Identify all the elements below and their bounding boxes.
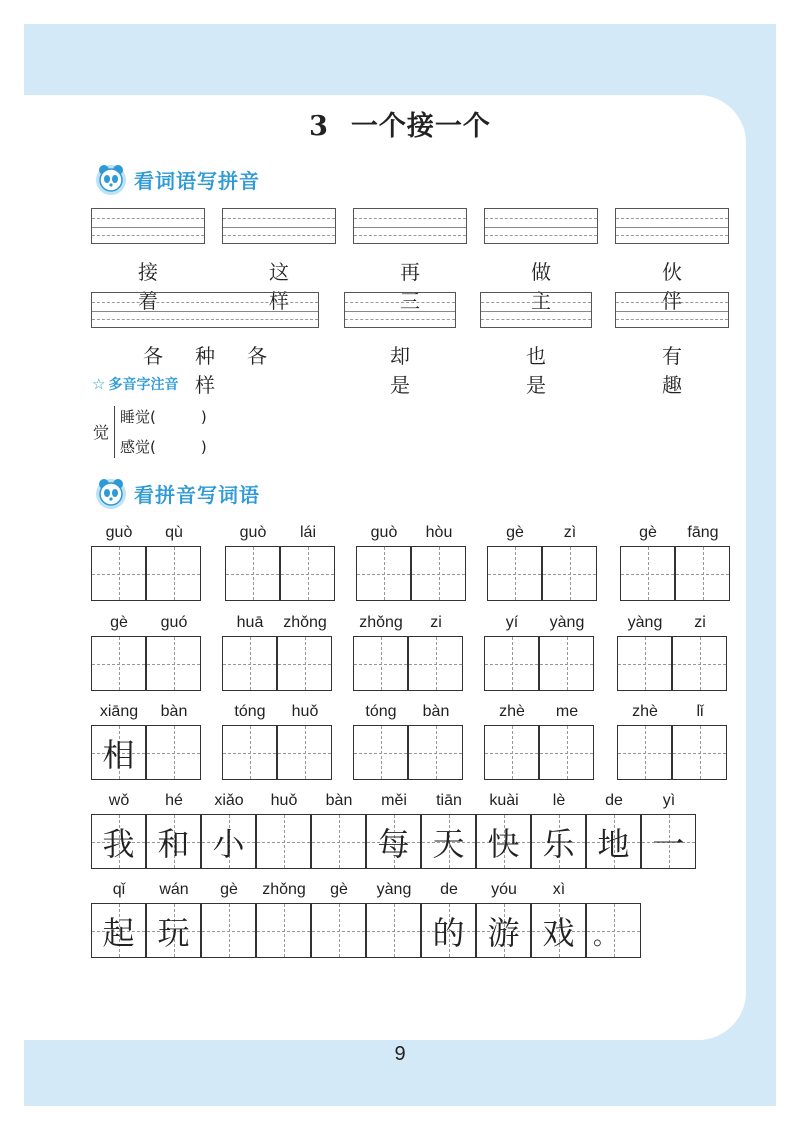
character-box[interactable] <box>408 636 463 691</box>
pinyin-label: wǒ <box>108 792 130 809</box>
polyphone-character: 觉 <box>93 423 110 442</box>
pinyin-writing-line[interactable] <box>615 292 729 328</box>
filled-character <box>257 904 310 957</box>
character-box[interactable] <box>222 725 277 780</box>
page-number: 9 <box>394 1043 406 1065</box>
character-box[interactable] <box>617 725 672 780</box>
filled-character <box>312 904 365 957</box>
filled-character: 天 <box>432 824 465 863</box>
section-heading-label: 看拼音写词语 <box>134 482 260 507</box>
pinyin-label: yí <box>505 614 519 631</box>
character-box[interactable] <box>672 636 727 691</box>
character-box[interactable] <box>620 546 675 601</box>
pinyin-label: tóng <box>365 703 397 720</box>
punctuation-box[interactable] <box>586 903 641 958</box>
filled-character: 快 <box>487 824 520 863</box>
character-box[interactable] <box>91 814 146 869</box>
pinyin-writing-line[interactable] <box>222 208 336 244</box>
pinyin-writing-line[interactable] <box>484 208 598 244</box>
section-heading-write-pinyin <box>92 160 260 198</box>
vocabulary-word: 做主 <box>531 260 579 313</box>
character-box[interactable] <box>256 903 311 958</box>
filled-character: 玩 <box>157 913 190 952</box>
pinyin-label: qǐ <box>112 881 126 898</box>
character-box[interactable] <box>411 546 466 601</box>
filled-character <box>257 815 310 868</box>
character-box[interactable] <box>91 903 146 958</box>
filled-character: 地 <box>597 824 630 863</box>
character-box[interactable] <box>353 636 408 691</box>
character-box[interactable] <box>586 814 641 869</box>
pinyin-label: guò <box>105 524 133 541</box>
end-punctuation: 。 <box>593 922 617 950</box>
character-box[interactable] <box>146 814 201 869</box>
pinyin-label: gè <box>110 614 128 631</box>
polyphone-bracket <box>114 406 115 458</box>
pinyin-label: zhǒng <box>262 881 306 898</box>
vocabulary-word: 有趣 <box>662 344 710 397</box>
pinyin-label: huā <box>236 614 264 631</box>
vocabulary-word: 再三 <box>400 260 448 313</box>
pinyin-label: huǒ <box>270 792 298 809</box>
pinyin-label: zì <box>563 524 577 541</box>
character-box[interactable] <box>421 903 476 958</box>
pinyin-label: bàn <box>160 703 188 720</box>
character-box[interactable] <box>542 546 597 601</box>
pinyin-label: gè <box>506 524 524 541</box>
pinyin-writing-line[interactable] <box>480 292 592 328</box>
pinyin-writing-line[interactable] <box>91 208 205 244</box>
character-box[interactable] <box>421 814 476 869</box>
character-box[interactable] <box>487 546 542 601</box>
filled-character: 戏 <box>542 913 575 952</box>
filled-character: 相 <box>102 735 135 774</box>
pinyin-label: hòu <box>425 524 453 541</box>
character-box[interactable] <box>222 636 277 691</box>
character-box[interactable] <box>366 814 421 869</box>
panda-icon <box>92 474 130 512</box>
pinyin-label: qù <box>165 524 183 541</box>
character-box[interactable] <box>353 725 408 780</box>
pinyin-label: xì <box>552 881 566 898</box>
pinyin-label: gè <box>639 524 657 541</box>
pinyin-label: gè <box>330 881 348 898</box>
pinyin-label: wán <box>159 881 189 898</box>
filled-character <box>202 904 255 957</box>
pinyin-writing-line[interactable] <box>91 292 319 328</box>
pinyin-label: yàng <box>627 614 663 631</box>
character-box[interactable] <box>280 546 335 601</box>
polyphone-item[interactable]: 睡觉( ) <box>120 408 207 426</box>
character-box[interactable] <box>539 636 594 691</box>
pinyin-label: zhè <box>632 703 658 720</box>
pinyin-writing-line[interactable] <box>344 292 456 328</box>
pinyin-label: lái <box>299 524 316 541</box>
pinyin-label: yàng <box>549 614 585 631</box>
pinyin-label: me <box>555 703 579 720</box>
pinyin-label: zi <box>430 614 442 631</box>
panda-icon <box>92 160 130 198</box>
section-heading-label: 看词语写拼音 <box>134 168 260 193</box>
pinyin-label: de <box>440 881 458 898</box>
pinyin-label: xiǎo <box>214 792 244 809</box>
pinyin-label: guò <box>370 524 398 541</box>
vocabulary-word: 这样 <box>269 260 317 313</box>
pinyin-label: xiāng <box>99 703 139 720</box>
character-box[interactable] <box>617 636 672 691</box>
pinyin-label: lǐ <box>696 703 704 720</box>
character-box[interactable] <box>476 814 531 869</box>
character-box[interactable] <box>277 725 332 780</box>
character-box[interactable] <box>225 546 280 601</box>
filled-character: 小 <box>212 824 245 863</box>
pinyin-label: gè <box>220 881 238 898</box>
character-box[interactable] <box>311 903 366 958</box>
character-box[interactable] <box>146 546 201 601</box>
pinyin-label: kuài <box>489 792 519 809</box>
character-box[interactable] <box>256 814 311 869</box>
filled-character: 我 <box>102 824 135 863</box>
character-box[interactable] <box>356 546 411 601</box>
character-box[interactable] <box>672 725 727 780</box>
pinyin-label: tóng <box>234 703 266 720</box>
filled-character: 乐 <box>542 824 575 863</box>
pinyin-label: zhǒng <box>283 614 327 631</box>
pinyin-label: guó <box>160 614 188 631</box>
character-box[interactable] <box>641 814 696 869</box>
lesson-title <box>0 104 800 143</box>
pinyin-label: zi <box>694 614 706 631</box>
character-box[interactable] <box>201 814 256 869</box>
pinyin-label: bàn <box>325 792 353 809</box>
filled-character: 起 <box>102 913 135 952</box>
star-icon: ☆ <box>92 375 106 393</box>
lesson-name: 一个接一个 <box>350 111 491 142</box>
character-box[interactable] <box>484 725 539 780</box>
pinyin-label: yàng <box>376 881 412 898</box>
character-box[interactable] <box>539 725 594 780</box>
pinyin-label: yóu <box>491 881 517 898</box>
filled-character: 一 <box>652 824 685 863</box>
character-box[interactable] <box>277 636 332 691</box>
character-box[interactable] <box>91 725 146 780</box>
pinyin-label: hé <box>165 792 183 809</box>
polyphone-heading <box>92 374 178 394</box>
character-box[interactable] <box>146 903 201 958</box>
pinyin-label: yì <box>662 792 676 809</box>
character-box[interactable] <box>366 903 421 958</box>
pinyin-label: lè <box>552 792 566 809</box>
lesson-number: 3 <box>309 111 329 142</box>
filled-character <box>367 904 420 957</box>
pinyin-writing-line[interactable] <box>615 208 729 244</box>
pinyin-label: bàn <box>422 703 450 720</box>
vocabulary-word: 也是 <box>526 344 574 397</box>
section-heading-write-words <box>92 474 260 512</box>
filled-character: 游 <box>487 913 520 952</box>
filled-character: 和 <box>157 824 190 863</box>
character-box[interactable] <box>408 725 463 780</box>
pinyin-label: tiān <box>436 792 462 809</box>
polyphone-heading-label: 多音字注音 <box>108 377 179 393</box>
character-box[interactable] <box>476 903 531 958</box>
vocabulary-word: 伙伴 <box>662 260 710 313</box>
polyphone-item[interactable]: 感觉( ) <box>120 438 207 456</box>
pinyin-label: zhǒng <box>359 614 403 631</box>
pinyin-label: měi <box>381 792 407 809</box>
character-box[interactable] <box>91 546 146 601</box>
character-box[interactable] <box>484 636 539 691</box>
filled-character <box>312 815 365 868</box>
vocabulary-word: 接着 <box>138 260 186 313</box>
pinyin-label: zhè <box>499 703 525 720</box>
vocabulary-word: 各种各样 <box>143 344 299 397</box>
character-box[interactable] <box>201 903 256 958</box>
character-box[interactable] <box>146 636 201 691</box>
pinyin-label: fāng <box>687 524 719 541</box>
character-box[interactable] <box>531 814 586 869</box>
pinyin-label: guò <box>239 524 267 541</box>
vocabulary-word: 却是 <box>390 344 438 397</box>
character-box[interactable] <box>91 636 146 691</box>
pinyin-label: de <box>605 792 623 809</box>
character-box[interactable] <box>675 546 730 601</box>
pinyin-writing-line[interactable] <box>353 208 467 244</box>
filled-character: 每 <box>377 824 410 863</box>
character-box[interactable] <box>146 725 201 780</box>
character-box[interactable] <box>531 903 586 958</box>
character-box[interactable] <box>311 814 366 869</box>
pinyin-label: huǒ <box>291 703 319 720</box>
filled-character: 的 <box>432 913 465 952</box>
